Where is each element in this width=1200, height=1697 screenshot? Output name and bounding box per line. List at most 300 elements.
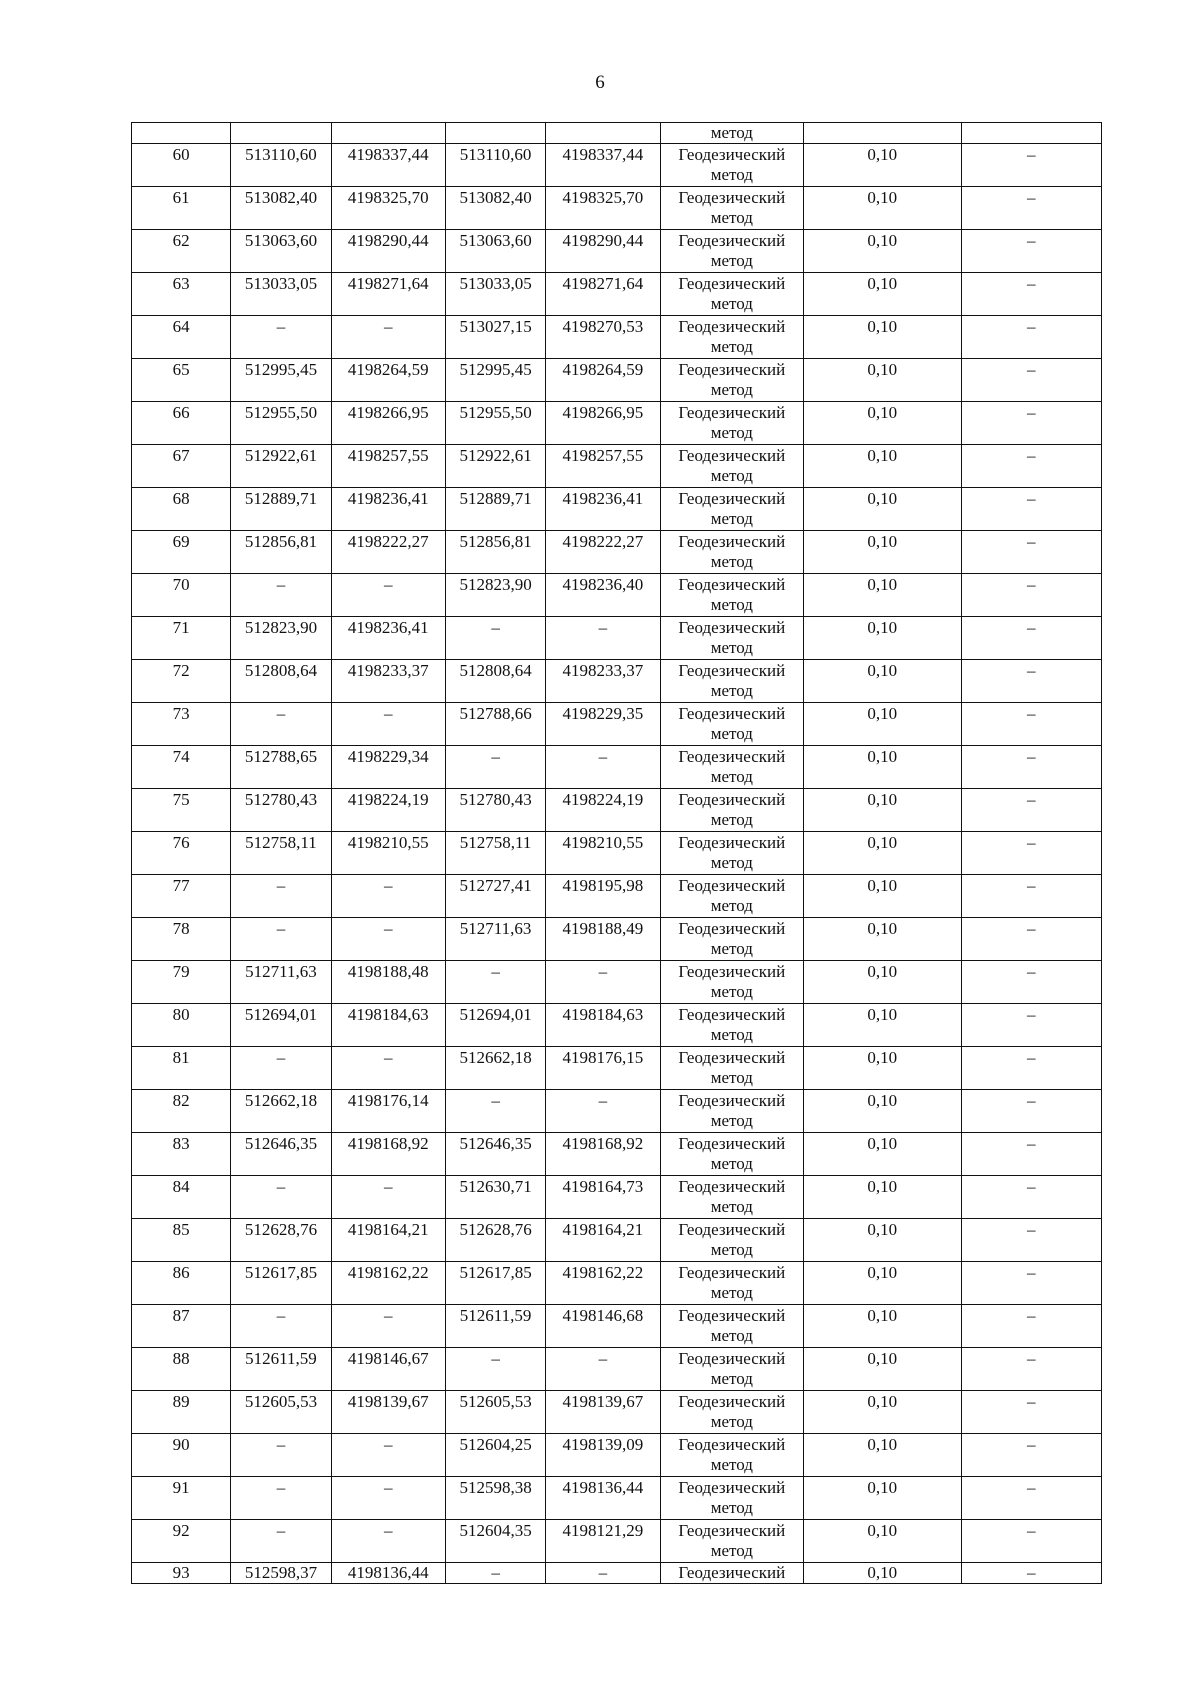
cell-accuracy: 0,10: [804, 703, 961, 746]
cell-y-refined: 4198210,55: [546, 832, 660, 875]
cell-y-refined: 4198266,95: [546, 402, 660, 445]
cell-method: Геодезический метод: [660, 1047, 803, 1090]
cell-description: –: [961, 1219, 1102, 1262]
cell-description: –: [961, 832, 1102, 875]
cell-accuracy: 0,10: [804, 660, 961, 703]
cell-x-existing: –: [231, 1305, 331, 1348]
table-row: [132, 660, 1102, 703]
cell-y-refined: 4198139,09: [546, 1434, 660, 1477]
cell-x-existing: 512598,37: [231, 1563, 331, 1584]
cell-y-refined: 4198270,53: [546, 316, 660, 359]
cell-description: –: [961, 316, 1102, 359]
cell-x-refined: 512604,25: [445, 1434, 545, 1477]
cell-x-refined: 512617,85: [445, 1262, 545, 1305]
table-row: [132, 1004, 1102, 1047]
cell-accuracy: 0,10: [804, 1348, 961, 1391]
cell-y-existing: 4198233,37: [331, 660, 445, 703]
cell-point-number: 73: [132, 703, 231, 746]
cell-y-existing: 4198229,34: [331, 746, 445, 789]
cell-x-refined: –: [445, 746, 545, 789]
cell-method: Геодезический метод: [660, 617, 803, 660]
cell-y-refined: –: [546, 617, 660, 660]
cell-method: Геодезический метод: [660, 187, 803, 230]
cell-method: Геодезический метод: [660, 273, 803, 316]
cell-x-existing: 512995,45: [231, 359, 331, 402]
cell-description: –: [961, 531, 1102, 574]
cell-accuracy: 0,10: [804, 1305, 961, 1348]
cell-x-refined: –: [445, 961, 545, 1004]
table-body: [132, 123, 1102, 1584]
cell-method: Геодезический метод: [660, 1477, 803, 1520]
cell-y-existing: 4198139,67: [331, 1391, 445, 1434]
cell-description: –: [961, 617, 1102, 660]
cell-description: –: [961, 703, 1102, 746]
table-row: [132, 1477, 1102, 1520]
cell-method: Геодезический метод: [660, 875, 803, 918]
cell-x-existing: 512758,11: [231, 832, 331, 875]
cell-x-refined: 512727,41: [445, 875, 545, 918]
cell-accuracy: 0,10: [804, 1176, 961, 1219]
cell-y-refined: 4198337,44: [546, 144, 660, 187]
cell-x-existing: –: [231, 918, 331, 961]
cell-x-refined: 512598,38: [445, 1477, 545, 1520]
cell-accuracy: 0,10: [804, 230, 961, 273]
table-row: [132, 961, 1102, 1004]
cell-accuracy: 0,10: [804, 1563, 961, 1584]
cell-point-number: 68: [132, 488, 231, 531]
cell-x-refined: 512605,53: [445, 1391, 545, 1434]
cell-point-number: 66: [132, 402, 231, 445]
cell-x-refined: 512995,45: [445, 359, 545, 402]
cell-y-refined: 4198236,41: [546, 488, 660, 531]
cell-description: –: [961, 1563, 1102, 1584]
cell-point-number: 63: [132, 273, 231, 316]
cell-point-number: 60: [132, 144, 231, 187]
cell-description: –: [961, 1520, 1102, 1563]
cell-y-refined: 4198121,29: [546, 1520, 660, 1563]
cell-x-existing: –: [231, 316, 331, 359]
table-row: [132, 789, 1102, 832]
cell-y-refined: 4198257,55: [546, 445, 660, 488]
cell-point-number: 61: [132, 187, 231, 230]
cell-description: –: [961, 789, 1102, 832]
cell-method: Геодезический метод: [660, 1176, 803, 1219]
cell-description: [961, 123, 1102, 144]
cell-y-refined: 4198229,35: [546, 703, 660, 746]
cell-x-existing: –: [231, 574, 331, 617]
cell-method: Геодезический метод: [660, 144, 803, 187]
cell-y-refined: 4198176,15: [546, 1047, 660, 1090]
table-row: [132, 832, 1102, 875]
cell-x-refined: 512788,66: [445, 703, 545, 746]
cell-y-existing: –: [331, 918, 445, 961]
cell-point-number: 76: [132, 832, 231, 875]
cell-description: –: [961, 359, 1102, 402]
cell-y-refined: 4198325,70: [546, 187, 660, 230]
table-row: [132, 918, 1102, 961]
cell-accuracy: 0,10: [804, 488, 961, 531]
cell-x-existing: –: [231, 1520, 331, 1563]
cell-x-existing: 512856,81: [231, 531, 331, 574]
cell-y-existing: 4198264,59: [331, 359, 445, 402]
cell-accuracy: 0,10: [804, 875, 961, 918]
cell-y-existing: 4198257,55: [331, 445, 445, 488]
table-row: [132, 875, 1102, 918]
cell-x-refined: –: [445, 1563, 545, 1584]
cell-y-refined: 4198164,73: [546, 1176, 660, 1219]
cell-method: Геодезический метод: [660, 1090, 803, 1133]
cell-accuracy: 0,10: [804, 1219, 961, 1262]
cell-description: –: [961, 1176, 1102, 1219]
table-row-continuation: [132, 123, 1102, 144]
cell-x-existing: 512611,59: [231, 1348, 331, 1391]
cell-accuracy: 0,10: [804, 1090, 961, 1133]
cell-y-refined: 4198162,22: [546, 1262, 660, 1305]
cell-description: –: [961, 1391, 1102, 1434]
cell-accuracy: 0,10: [804, 574, 961, 617]
cell-accuracy: 0,10: [804, 789, 961, 832]
cell-x-refined: –: [445, 1090, 545, 1133]
cell-y-existing: –: [331, 1434, 445, 1477]
cell-description: –: [961, 144, 1102, 187]
table-row: [132, 703, 1102, 746]
cell-point-number: 90: [132, 1434, 231, 1477]
cell-point-number: 62: [132, 230, 231, 273]
cell-y-existing: 4198188,48: [331, 961, 445, 1004]
cell-x-existing: 512922,61: [231, 445, 331, 488]
cell-x-refined: 512823,90: [445, 574, 545, 617]
cell-accuracy: 0,10: [804, 445, 961, 488]
cell-method: Геодезический метод: [660, 1004, 803, 1047]
page-number: 6: [595, 72, 605, 93]
cell-y-existing: –: [331, 1176, 445, 1219]
cell-point-number: 65: [132, 359, 231, 402]
cell-description: –: [961, 1348, 1102, 1391]
cell-y-existing: 4198146,67: [331, 1348, 445, 1391]
cell-x-existing: 512646,35: [231, 1133, 331, 1176]
cell-description: –: [961, 1004, 1102, 1047]
cell-point-number: 64: [132, 316, 231, 359]
cell-y-existing: 4198222,27: [331, 531, 445, 574]
cell-y-refined: 4198290,44: [546, 230, 660, 273]
cell-point-number: 88: [132, 1348, 231, 1391]
cell-accuracy: 0,10: [804, 1133, 961, 1176]
cell-description: –: [961, 1047, 1102, 1090]
cell-x-existing: 512788,65: [231, 746, 331, 789]
cell-x-existing: –: [231, 703, 331, 746]
table-row: [132, 445, 1102, 488]
cell-x-existing: [231, 123, 331, 144]
cell-point-number: 83: [132, 1133, 231, 1176]
cell-x-refined: 512646,35: [445, 1133, 545, 1176]
cell-method: Геодезический метод: [660, 316, 803, 359]
table-row: [132, 1133, 1102, 1176]
cell-y-existing: [331, 123, 445, 144]
cell-x-refined: 512808,64: [445, 660, 545, 703]
cell-y-existing: –: [331, 1477, 445, 1520]
table-row: [132, 1305, 1102, 1348]
cell-y-refined: –: [546, 746, 660, 789]
cell-y-refined: 4198139,67: [546, 1391, 660, 1434]
cell-x-existing: 512955,50: [231, 402, 331, 445]
cell-point-number: 72: [132, 660, 231, 703]
cell-y-existing: 4198176,14: [331, 1090, 445, 1133]
cell-y-refined: –: [546, 1348, 660, 1391]
cell-y-existing: 4198236,41: [331, 488, 445, 531]
cell-x-refined: 512780,43: [445, 789, 545, 832]
table-row: [132, 574, 1102, 617]
cell-accuracy: 0,10: [804, 187, 961, 230]
cell-x-refined: 512630,71: [445, 1176, 545, 1219]
table-row: [132, 1348, 1102, 1391]
table-row: [132, 617, 1102, 660]
cell-accuracy: 0,10: [804, 359, 961, 402]
cell-y-existing: 4198164,21: [331, 1219, 445, 1262]
cell-method: Геодезический метод: [660, 1262, 803, 1305]
cell-y-refined: 4198271,64: [546, 273, 660, 316]
cell-accuracy: 0,10: [804, 531, 961, 574]
table-row: [132, 488, 1102, 531]
cell-x-refined: 512628,76: [445, 1219, 545, 1262]
cell-point-number: 70: [132, 574, 231, 617]
cell-x-existing: 512889,71: [231, 488, 331, 531]
cell-x-existing: –: [231, 1434, 331, 1477]
cell-x-refined: –: [445, 617, 545, 660]
cell-description: –: [961, 187, 1102, 230]
cell-accuracy: 0,10: [804, 918, 961, 961]
cell-method: Геодезический метод: [660, 1520, 803, 1563]
cell-x-existing: 513063,60: [231, 230, 331, 273]
cell-point-number: 77: [132, 875, 231, 918]
cell-x-refined: 512711,63: [445, 918, 545, 961]
cell-x-existing: 512808,64: [231, 660, 331, 703]
cell-point-number: [132, 123, 231, 144]
cell-method: Геодезический метод: [660, 789, 803, 832]
cell-description: –: [961, 1133, 1102, 1176]
cell-x-existing: 512823,90: [231, 617, 331, 660]
cell-point-number: 75: [132, 789, 231, 832]
cell-y-refined: –: [546, 1563, 660, 1584]
cell-accuracy: 0,10: [804, 1434, 961, 1477]
table-row: [132, 1176, 1102, 1219]
cell-method: Геодезический метод: [660, 1348, 803, 1391]
table-row: [132, 1090, 1102, 1133]
cell-description: –: [961, 1477, 1102, 1520]
table-row: [132, 144, 1102, 187]
cell-point-number: 81: [132, 1047, 231, 1090]
cell-point-number: 74: [132, 746, 231, 789]
cell-y-refined: 4198168,92: [546, 1133, 660, 1176]
cell-method: Геодезический метод: [660, 961, 803, 1004]
cell-accuracy: 0,10: [804, 1391, 961, 1434]
cell-x-refined: –: [445, 1348, 545, 1391]
cell-point-number: 92: [132, 1520, 231, 1563]
table-row: [132, 230, 1102, 273]
cell-x-refined: 513110,60: [445, 144, 545, 187]
cell-x-refined: 512889,71: [445, 488, 545, 531]
cell-x-refined: 512611,59: [445, 1305, 545, 1348]
cell-point-number: 78: [132, 918, 231, 961]
table-row: [132, 1563, 1102, 1584]
cell-y-existing: –: [331, 1520, 445, 1563]
cell-x-refined: 513082,40: [445, 187, 545, 230]
cell-y-refined: 4198146,68: [546, 1305, 660, 1348]
cell-point-number: 69: [132, 531, 231, 574]
cell-x-refined: 512955,50: [445, 402, 545, 445]
cell-y-refined: –: [546, 961, 660, 1004]
cell-x-existing: –: [231, 1047, 331, 1090]
cell-point-number: 89: [132, 1391, 231, 1434]
cell-description: –: [961, 488, 1102, 531]
cell-y-existing: 4198210,55: [331, 832, 445, 875]
cell-method: Геодезический метод: [660, 402, 803, 445]
cell-x-refined: 513027,15: [445, 316, 545, 359]
cell-description: –: [961, 402, 1102, 445]
cell-method: Геодезический метод: [660, 1391, 803, 1434]
cell-method: Геодезический метод: [660, 1133, 803, 1176]
cell-x-existing: 512780,43: [231, 789, 331, 832]
cell-method: Геодезический метод: [660, 488, 803, 531]
cell-description: –: [961, 961, 1102, 1004]
cell-method: Геодезический метод: [660, 531, 803, 574]
cell-x-existing: –: [231, 875, 331, 918]
cell-x-existing: –: [231, 1477, 331, 1520]
cell-y-refined: 4198222,27: [546, 531, 660, 574]
cell-accuracy: 0,10: [804, 961, 961, 1004]
cell-accuracy: 0,10: [804, 746, 961, 789]
cell-y-existing: –: [331, 1047, 445, 1090]
cell-x-refined: 512856,81: [445, 531, 545, 574]
cell-point-number: 87: [132, 1305, 231, 1348]
table-row: [132, 1047, 1102, 1090]
cell-x-refined: 512604,35: [445, 1520, 545, 1563]
cell-x-existing: 512617,85: [231, 1262, 331, 1305]
cell-x-refined: 512694,01: [445, 1004, 545, 1047]
cell-method: Геодезический метод: [660, 660, 803, 703]
cell-x-refined: 512758,11: [445, 832, 545, 875]
cell-description: –: [961, 1262, 1102, 1305]
cell-description: –: [961, 746, 1102, 789]
cell-accuracy: 0,10: [804, 1477, 961, 1520]
cell-method: метод: [660, 123, 803, 144]
table-row: [132, 1520, 1102, 1563]
cell-x-existing: 512605,53: [231, 1391, 331, 1434]
cell-point-number: 93: [132, 1563, 231, 1584]
cell-accuracy: 0,10: [804, 617, 961, 660]
cell-y-existing: 4198290,44: [331, 230, 445, 273]
cell-y-refined: 4198264,59: [546, 359, 660, 402]
cell-x-existing: 512711,63: [231, 961, 331, 1004]
cell-method: Геодезический метод: [660, 574, 803, 617]
cell-point-number: 79: [132, 961, 231, 1004]
cell-y-existing: 4198168,92: [331, 1133, 445, 1176]
cell-y-existing: 4198236,41: [331, 617, 445, 660]
cell-accuracy: 0,10: [804, 1004, 961, 1047]
table-row: [132, 1434, 1102, 1477]
cell-y-refined: 4198195,98: [546, 875, 660, 918]
cell-accuracy: 0,10: [804, 144, 961, 187]
cell-point-number: 80: [132, 1004, 231, 1047]
cell-x-existing: –: [231, 1176, 331, 1219]
cell-y-existing: 4198271,64: [331, 273, 445, 316]
cell-accuracy: 0,10: [804, 402, 961, 445]
cell-method: Геодезический метод: [660, 1434, 803, 1477]
cell-y-existing: –: [331, 316, 445, 359]
cell-description: –: [961, 1434, 1102, 1477]
cell-y-refined: 4198233,37: [546, 660, 660, 703]
cell-accuracy: [804, 123, 961, 144]
cell-method: Геодезический метод: [660, 359, 803, 402]
cell-y-refined: 4198184,63: [546, 1004, 660, 1047]
cell-method: Геодезический метод: [660, 230, 803, 273]
cell-y-existing: –: [331, 574, 445, 617]
cell-method: Геодезический метод: [660, 1219, 803, 1262]
table-row: [132, 1391, 1102, 1434]
cell-y-existing: 4198337,44: [331, 144, 445, 187]
cell-x-refined: 512922,61: [445, 445, 545, 488]
cell-description: –: [961, 445, 1102, 488]
cell-x-refined: [445, 123, 545, 144]
cell-x-existing: 513082,40: [231, 187, 331, 230]
cell-x-refined: 513033,05: [445, 273, 545, 316]
cell-description: –: [961, 1305, 1102, 1348]
cell-description: –: [961, 875, 1102, 918]
cell-x-existing: 512694,01: [231, 1004, 331, 1047]
cell-accuracy: 0,10: [804, 316, 961, 359]
cell-method: Геодезический метод: [660, 746, 803, 789]
cell-y-existing: 4198224,19: [331, 789, 445, 832]
cell-y-existing: –: [331, 703, 445, 746]
cell-point-number: 86: [132, 1262, 231, 1305]
cell-y-refined: 4198136,44: [546, 1477, 660, 1520]
cell-point-number: 91: [132, 1477, 231, 1520]
cell-method: Геодезический метод: [660, 703, 803, 746]
cell-accuracy: 0,10: [804, 1520, 961, 1563]
cell-y-existing: 4198136,44: [331, 1563, 445, 1584]
cell-x-existing: 513110,60: [231, 144, 331, 187]
cell-accuracy: 0,10: [804, 832, 961, 875]
cell-y-existing: –: [331, 1305, 445, 1348]
cell-method: Геодезический: [660, 1563, 803, 1584]
coordinates-table: [131, 122, 1102, 1584]
cell-y-existing: 4198162,22: [331, 1262, 445, 1305]
cell-x-existing: 512662,18: [231, 1090, 331, 1133]
cell-accuracy: 0,10: [804, 1047, 961, 1090]
cell-description: –: [961, 660, 1102, 703]
table-row: [132, 531, 1102, 574]
cell-y-existing: 4198266,95: [331, 402, 445, 445]
cell-y-existing: 4198184,63: [331, 1004, 445, 1047]
cell-method: Геодезический метод: [660, 832, 803, 875]
cell-point-number: 85: [132, 1219, 231, 1262]
cell-point-number: 71: [132, 617, 231, 660]
cell-point-number: 82: [132, 1090, 231, 1133]
cell-description: –: [961, 230, 1102, 273]
cell-description: –: [961, 1090, 1102, 1133]
table-row: [132, 359, 1102, 402]
cell-description: –: [961, 273, 1102, 316]
cell-x-existing: 512628,76: [231, 1219, 331, 1262]
table-row: [132, 402, 1102, 445]
cell-x-refined: 512662,18: [445, 1047, 545, 1090]
table-row: [132, 316, 1102, 359]
cell-y-existing: 4198325,70: [331, 187, 445, 230]
cell-point-number: 67: [132, 445, 231, 488]
table-row: [132, 1219, 1102, 1262]
cell-y-refined: 4198224,19: [546, 789, 660, 832]
cell-x-refined: 513063,60: [445, 230, 545, 273]
cell-method: Геодезический метод: [660, 445, 803, 488]
